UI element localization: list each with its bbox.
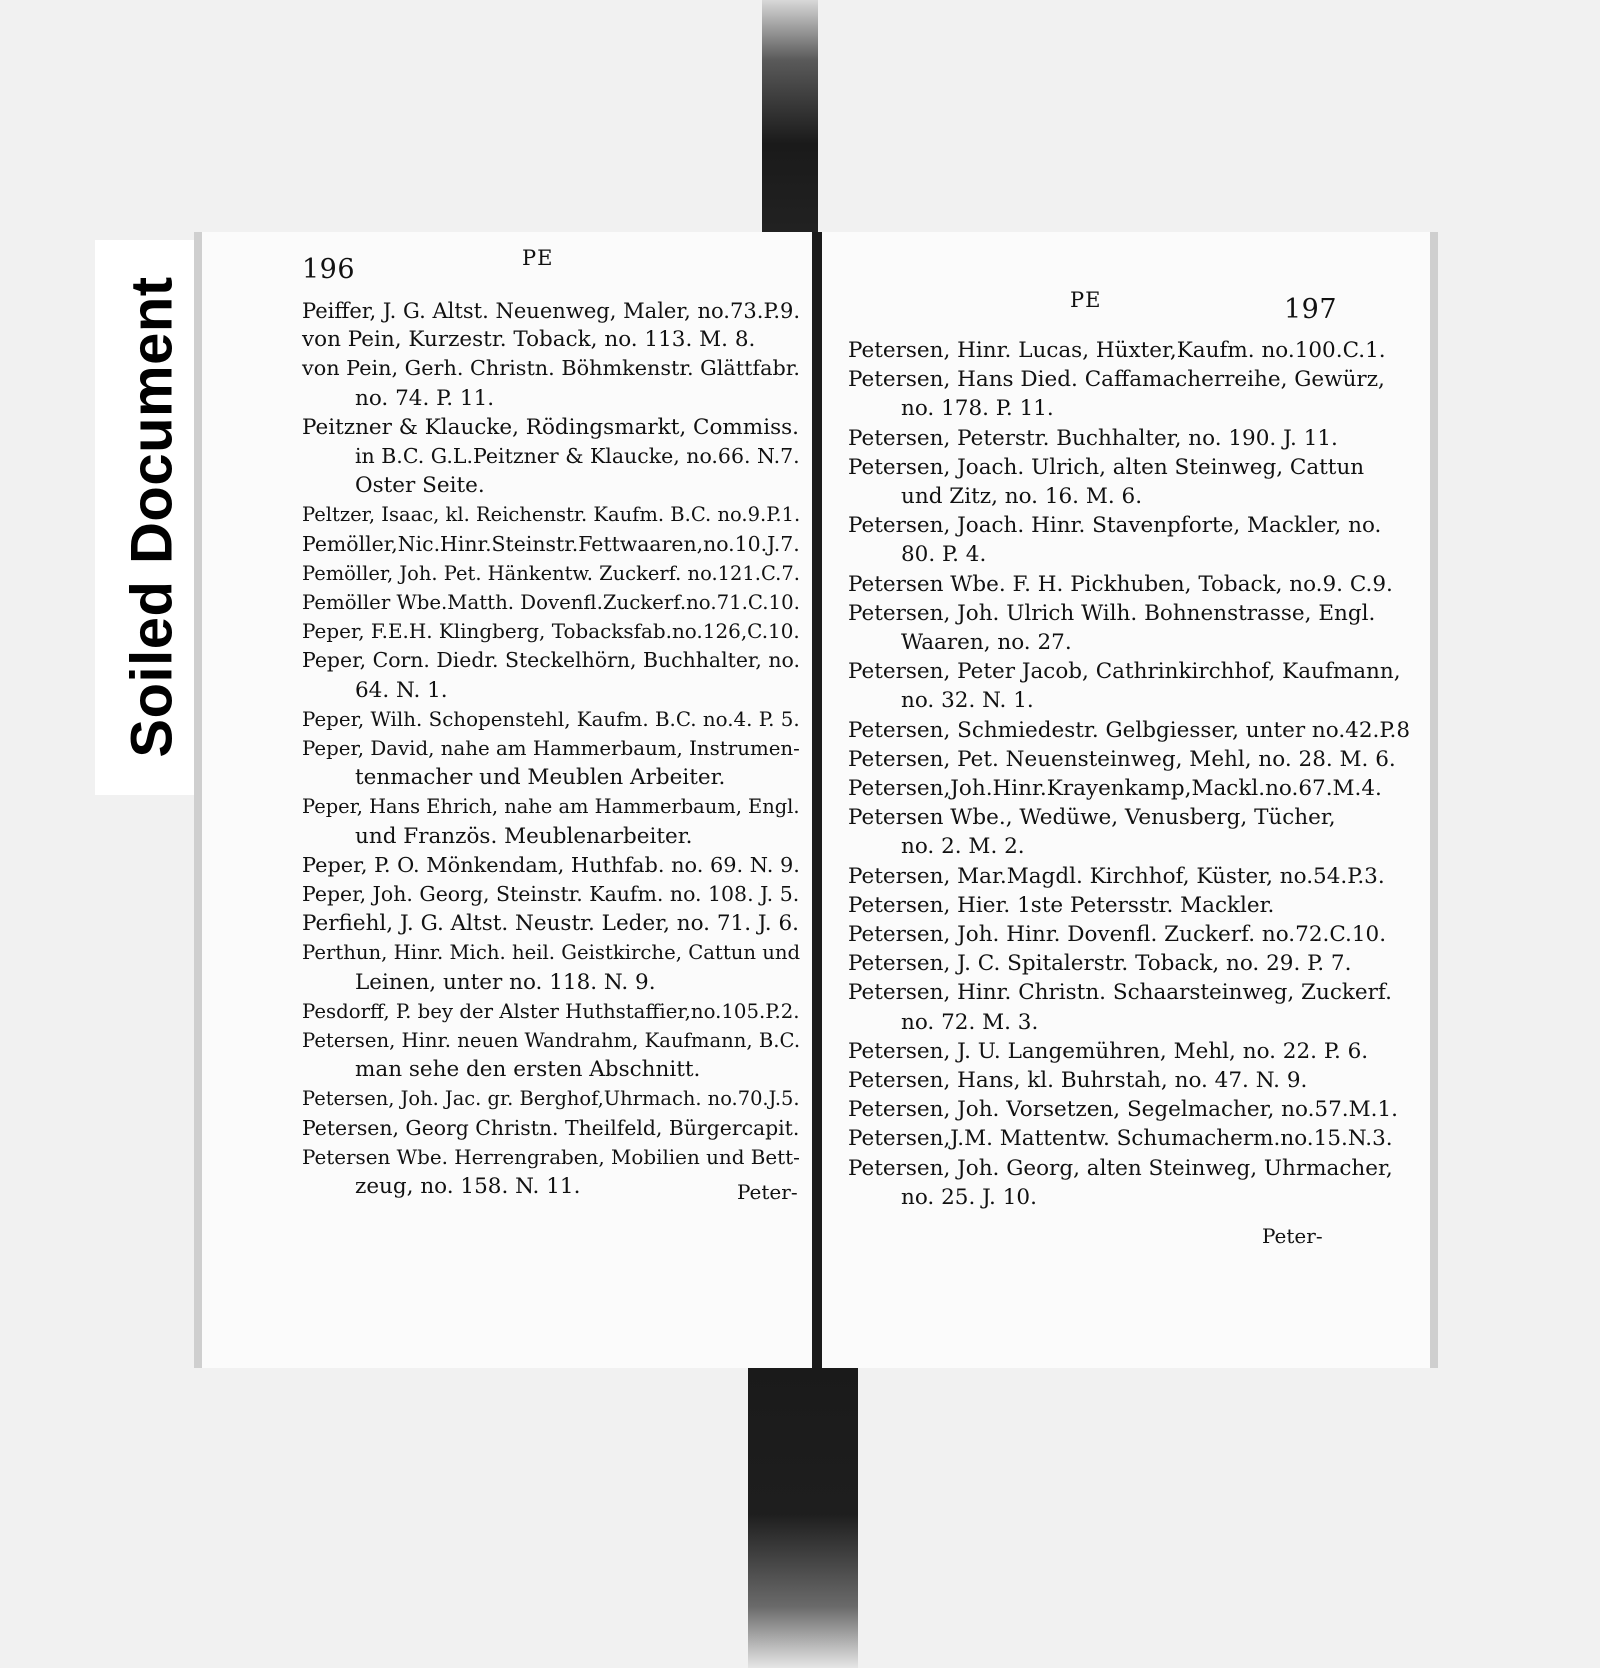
directory-entry xyxy=(302,296,800,325)
directory-entry xyxy=(848,365,1410,423)
entry-line: Petersen, Joh. Hinr. Dovenfl. Zuckerf. no.72.C.10. xyxy=(848,922,1387,948)
entry-line: Peiffer, J. G. Altst. Neuenweg, Maler, no.73.P.9. xyxy=(302,298,801,323)
entry-line: Peitzner & Klaucke, Rödingsmarkt, Commiss. xyxy=(302,414,799,440)
catchword: Peter- xyxy=(737,1180,798,1204)
directory-entry xyxy=(302,1026,800,1084)
entry-line: Petersen Wbe., Wedüwe, Venusberg, Tücher, xyxy=(848,805,1336,831)
directory-entry xyxy=(848,1154,1410,1212)
entry-line: Petersen, Joach. Ulrich, alten Steinweg, Cattun xyxy=(848,454,1365,480)
directory-entry xyxy=(302,646,800,704)
directory-entry xyxy=(848,716,1410,745)
directory-entry xyxy=(848,774,1410,803)
entry-line: Petersen, Mar.Magdl. Kirchhof, Küster, no.54.P.3. xyxy=(848,863,1385,889)
directory-entry xyxy=(302,530,800,559)
directory-entry xyxy=(848,1066,1410,1095)
directory-entry xyxy=(302,851,800,880)
directory-entry xyxy=(302,617,800,646)
directory-entry xyxy=(848,803,1410,861)
entry-continuation-line: zeug, no. 158. N. 11. xyxy=(355,1174,581,1200)
entry-line: Pemöller Wbe.Matth. Dovenfl.Zuckerf.no.71.C.10. xyxy=(302,591,800,615)
entry-line: von Pein, Gerh. Christn. Böhmkenstr. Glättfabr. xyxy=(302,356,800,381)
entry-list xyxy=(302,296,800,1201)
directory-entry xyxy=(848,570,1410,599)
entry-continuation-line: no. 32. N. 1. xyxy=(901,688,1034,714)
directory-entry xyxy=(302,559,800,588)
binding-bottom xyxy=(748,1360,858,1668)
directory-entry xyxy=(302,938,800,996)
entry-line: Pemöller,Nic.Hinr.Steinstr.Fettwaaren,no.10.J.7. xyxy=(302,531,800,556)
entry-line: Petersen, Schmiedestr. Gelbgiesser, unter no.42.P.8 xyxy=(848,717,1410,743)
entry-line: Petersen, J. U. Langemühren, Mehl, no. 22. P. 6. xyxy=(848,1038,1369,1064)
directory-entry xyxy=(302,997,800,1026)
entry-line: Petersen, Hans, kl. Buhrstah, no. 47. N. 9. xyxy=(848,1068,1308,1094)
directory-entry xyxy=(848,920,1410,949)
directory-entry xyxy=(848,1095,1410,1124)
entry-line: Peper, Corn. Diedr. Steckelhörn, Buchhalter, no. xyxy=(302,648,800,673)
entry-line: Peper, P. O. Mönkendam, Huthfab. no. 69. N. 9. xyxy=(302,852,800,877)
right-page xyxy=(822,232,1430,1368)
entry-continuation-line: und Französ. Meublenarbeiter. xyxy=(355,823,693,849)
soiled-document-label: Soiled Document xyxy=(119,276,185,758)
entry-continuation-line: tenmacher und Meublen Arbeiter. xyxy=(355,765,726,791)
directory-entry xyxy=(848,1124,1410,1153)
entry-continuation-line: Leinen, unter no. 118. N. 9. xyxy=(355,969,656,995)
binding-top xyxy=(762,0,818,240)
directory-entry xyxy=(848,511,1410,569)
entry-line: Pemöller, Joh. Pet. Hänkentw. Zuckerf. no.121.C.7. xyxy=(302,561,800,585)
entry-continuation-line: no. 74. P. 11. xyxy=(355,385,495,411)
entry-line: Petersen, Joach. Hinr. Stavenpforte, Mackler, no. xyxy=(848,513,1382,539)
entry-line: Peper, Hans Ehrich, nahe am Hammerbaum, Engl. xyxy=(302,795,800,819)
directory-entry xyxy=(848,424,1410,453)
directory-entry xyxy=(848,657,1410,715)
entry-continuation-line: no. 72. M. 3. xyxy=(901,1009,1039,1035)
directory-entry xyxy=(848,453,1410,511)
entry-line: Perthun, Hinr. Mich. heil. Geistkirche, Cattun und xyxy=(302,941,801,965)
directory-entry xyxy=(302,705,800,734)
entry-line: Petersen,J.M. Mattentw. Schumacherm.no.15.N.3. xyxy=(848,1126,1393,1152)
directory-entry xyxy=(302,500,800,529)
directory-entry xyxy=(848,336,1410,365)
directory-entry xyxy=(302,588,800,617)
entry-continuation-line: no. 2. M. 2. xyxy=(901,834,1025,860)
entry-line: Petersen, Joh. Vorsetzen, Segelmacher, no.57.M.1. xyxy=(848,1097,1398,1123)
directory-entry xyxy=(302,354,800,412)
entry-line: Petersen,Joh.Hinr.Krayenkamp,Mackl.no.67.M.4. xyxy=(848,776,1382,802)
directory-entry xyxy=(848,949,1410,978)
directory-entry xyxy=(302,1084,800,1113)
directory-entry xyxy=(302,734,800,792)
running-head: PE xyxy=(1070,288,1102,312)
directory-entry xyxy=(848,1037,1410,1066)
entry-line: Petersen Wbe. Herrengraben, Mobilien und Bett- xyxy=(302,1145,800,1169)
entry-line: Peper, Wilh. Schopenstehl, Kaufm. B.C. no.4. P. 5. xyxy=(302,707,800,731)
entry-continuation-line: 64. N. 1. xyxy=(355,677,448,703)
directory-entry xyxy=(302,325,800,354)
entry-line: Petersen, Peter Jacob, Cathrinkirchhof, Kaufmann, xyxy=(848,659,1401,685)
entry-line: von Pein, Kurzestr. Toback, no. 113. M. 8. xyxy=(302,327,756,353)
entry-line: Petersen, Peterstr. Buchhalter, no. 190. J. 11. xyxy=(848,425,1338,451)
directory-entry xyxy=(302,792,800,850)
entry-line: Petersen Wbe. F. H. Pickhuben, Toback, no.9. C.9. xyxy=(848,571,1393,597)
entry-continuation-line: no. 25. J. 10. xyxy=(901,1184,1037,1210)
entry-continuation-line: und Zitz, no. 16. M. 6. xyxy=(901,484,1143,510)
catchword: Peter- xyxy=(1262,1224,1323,1248)
directory-entry xyxy=(302,909,800,938)
entry-continuation-line: man sehe den ersten Abschnitt. xyxy=(355,1057,701,1083)
entry-line: Petersen, Hinr. Lucas, Hüxter,Kaufm. no.100.C.1. xyxy=(848,338,1386,363)
entry-continuation-line: no. 178. P. 11. xyxy=(901,396,1054,422)
directory-entry xyxy=(302,880,800,909)
entry-line: Petersen, Joh. Georg, alten Steinweg, Uhrmacher, xyxy=(848,1155,1393,1181)
entry-continuation-line: 80. P. 4. xyxy=(901,542,987,568)
entry-line: Peper, F.E.H. Klingberg, Tobacksfab.no.126,C.10. xyxy=(302,619,800,644)
entry-continuation-line: Waaren, no. 27. xyxy=(901,630,1072,656)
directory-entry xyxy=(302,413,800,501)
entry-line: Petersen, Hier. 1ste Petersstr. Mackler. xyxy=(848,892,1275,918)
entry-line: Petersen, Hinr. Christn. Schaarsteinweg, Zuckerf. xyxy=(848,980,1392,1006)
entry-line: Petersen, Joh. Jac. gr. Berghof,Uhrmach. no.70.J.5. xyxy=(302,1087,800,1111)
entry-list xyxy=(848,336,1410,1212)
entry-line: Peper, David, nahe am Hammerbaum, Instrumen- xyxy=(302,737,800,761)
entry-line: Perfiehl, J. G. Altst. Neustr. Leder, no. 71. J. 6. xyxy=(302,911,799,937)
directory-entry xyxy=(848,978,1410,1036)
page-number: 196 xyxy=(302,254,356,285)
entry-line: Petersen, J. C. Spitalerstr. Toback, no. 29. P. 7. xyxy=(848,951,1352,977)
directory-entry xyxy=(848,599,1410,657)
directory-entry xyxy=(848,745,1410,774)
entry-line: Peltzer, Isaac, kl. Reichenstr. Kaufm. B.C. no.9.P.1. xyxy=(302,503,801,527)
entry-continuation-line: Oster Seite. xyxy=(355,473,485,499)
left-page xyxy=(202,232,812,1368)
entry-line: Petersen, Georg Christn. Theilfeld, Bürgercapit. xyxy=(302,1115,800,1140)
running-head: PE xyxy=(522,246,554,270)
entry-line: Peper, Joh. Georg, Steinstr. Kaufm. no. 108. J. 5. xyxy=(302,882,800,907)
page-number: 197 xyxy=(1284,294,1338,325)
directory-entry xyxy=(848,862,1410,891)
directory-entry xyxy=(848,891,1410,920)
directory-entry xyxy=(302,1114,800,1143)
directory-entry xyxy=(302,1143,800,1201)
entry-line: Petersen, Hans Died. Caffamacherreihe, Gewürz, xyxy=(848,367,1385,393)
entry-line: Petersen, Joh. Ulrich Wilh. Bohnenstrasse, Engl. xyxy=(848,600,1376,626)
entry-line: Pesdorff, P. bey der Alster Huthstaffier,no.105.P.2. xyxy=(302,999,800,1023)
entry-line: Petersen, Pet. Neuensteinweg, Mehl, no. 28. M. 6. xyxy=(848,746,1396,772)
entry-line: Petersen, Hinr. neuen Wandrahm, Kaufmann, B.C. xyxy=(302,1029,801,1053)
entry-continuation-line: in B.C. G.L.Peitzner & Klaucke, no.66. N.7. xyxy=(355,444,800,469)
